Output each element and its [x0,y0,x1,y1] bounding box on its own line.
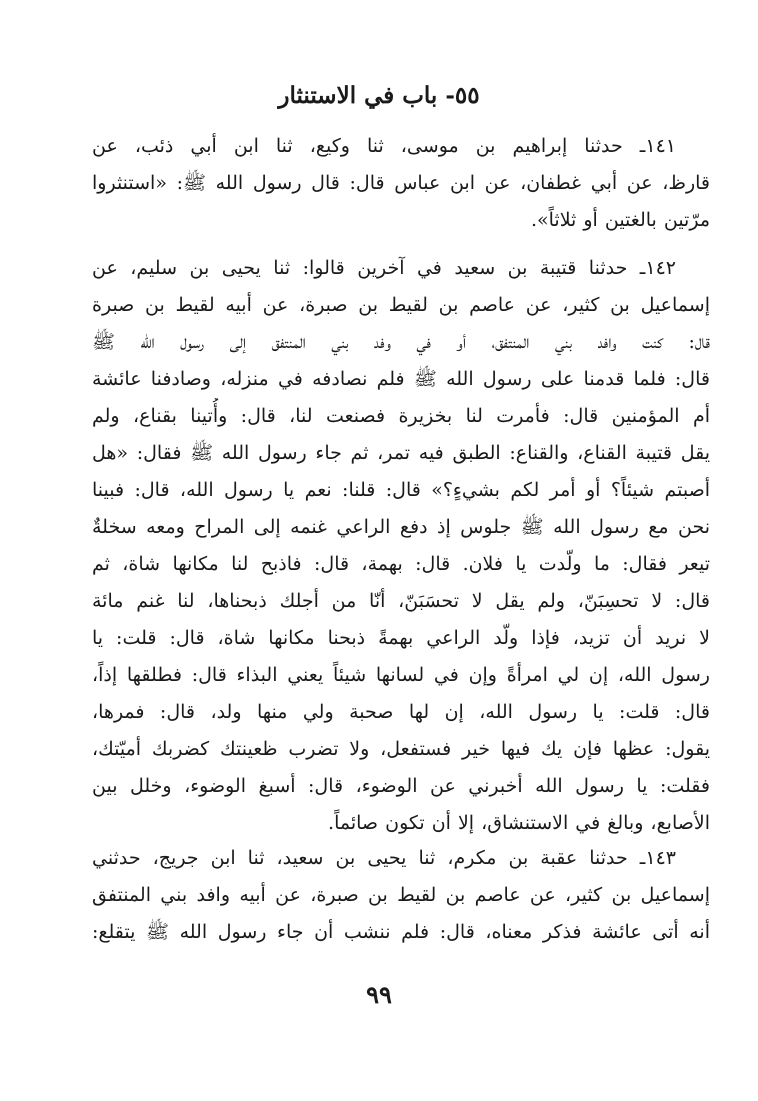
hadith-line: نحن مع رسول الله ﷺ جلوس إذ دفع الراعي غنمه إلى المراح ومعه سخلةٌ [92,516,710,538]
hadith-143-paragraph [92,840,710,951]
chapter-title: ٥٥- باب في الاستنثار [278,82,480,109]
hadith-line: أم المؤمنين قال: فأمرت لنا بخزيرة فصنعت لنا، قال: وأُتينا بقناع، ولم [92,405,710,427]
hadith-line: قال: فلما قدمنا على رسول الله ﷺ فلم نصادفه في منزله، وصادفنا عائشة [92,368,710,390]
hadith-line: مرّتين بالغتين أو ثلاثاً». [530,209,710,231]
hadith-line: يقل قتيبة القناع، والقناع: الطبق فيه تمر، ثم جاء رسول الله ﷺ فقال: «هل [92,442,710,464]
hadith-142-paragraph [92,250,710,842]
hadith-line: إسماعيل بن كثير، عن عاصم بن لقيط بن صبرة، عن أبيه وافد بني المنتفق [92,884,710,906]
hadith-line: فقلت: يا رسول الله أخبرني عن الوضوء، قال: أسبغ الوضوء، وخلل بين [92,775,710,797]
hadith-141-paragraph [92,128,710,239]
page-number: ٩٩ [366,980,392,1009]
hadith-line: ١٤١ـ حدثنا إبراهيم بن موسى، ثنا وكيع، ثنا ابن أبي ذئب، عن [92,135,676,157]
hadith-line: قال: قلت: يا رسول الله، إن لها صحبة ولي منها ولد، قال: فمرها، [92,701,710,723]
hadith-line: قال: كنت وافد بني المنتفق، أو في وفد بني المنتفق إلى رسول الله ﷺ [92,331,710,353]
hadith-line: يقول: عظها فإن يك فيها خير فستفعل، ولا تضرب ظعينتك كضربك أميّتك، [92,738,710,760]
hadith-line: ١٤٢ـ حدثنا قتيبة بن سعيد في آخرين قالوا: ثنا يحيى بن سليم، عن [92,257,676,279]
hadith-line: تيعر فقال: ما ولّدت يا فلان. قال: بهمة، قال: فاذبح لنا مكانها شاة، ثم [92,553,710,575]
hadith-line: أنه أتى عائشة فذكر معناه، قال: فلم ننشب أن جاء رسول الله ﷺ يتقلع: [92,921,710,943]
hadith-line: قال: لا تحسِبَنّ، ولم يقل لا تحسَبَنّ، أنّا من أجلك ذبحناها، لنا غنم مائة [92,590,710,612]
hadith-line: رسول الله، إن لي امرأةً وإن في لسانها شيئاً يعني البذاء قال: فطلقها إذاً، [92,664,710,686]
hadith-line: إسماعيل بن كثير، عن عاصم بن لقيط بن صبرة، عن أبيه لقيط بن صبرة [92,294,710,316]
hadith-line: قارظ، عن أبي غطفان، عن ابن عباس قال: قال رسول الله ﷺ: «استنثروا [92,172,710,194]
hadith-line: أصبتم شيئاً؟ أو أمر لكم بشيءٍ؟» قال: قلنا: نعم يا رسول الله، قال: فبينا [92,479,710,501]
hadith-line: ١٤٣ـ حدثنا عقبة بن مكرم، ثنا يحيى بن سعيد، ثنا ابن جريج، حدثني [92,847,676,869]
hadith-line: لا نريد أن تزيد، فإذا ولّد الراعي بهمةً ذبحنا مكانها شاة، قال: قلت: يا [92,627,710,649]
hadith-line: الأصابع، وبالغ في الاستنشاق، إلا أن تكون صائماً. [328,812,710,834]
